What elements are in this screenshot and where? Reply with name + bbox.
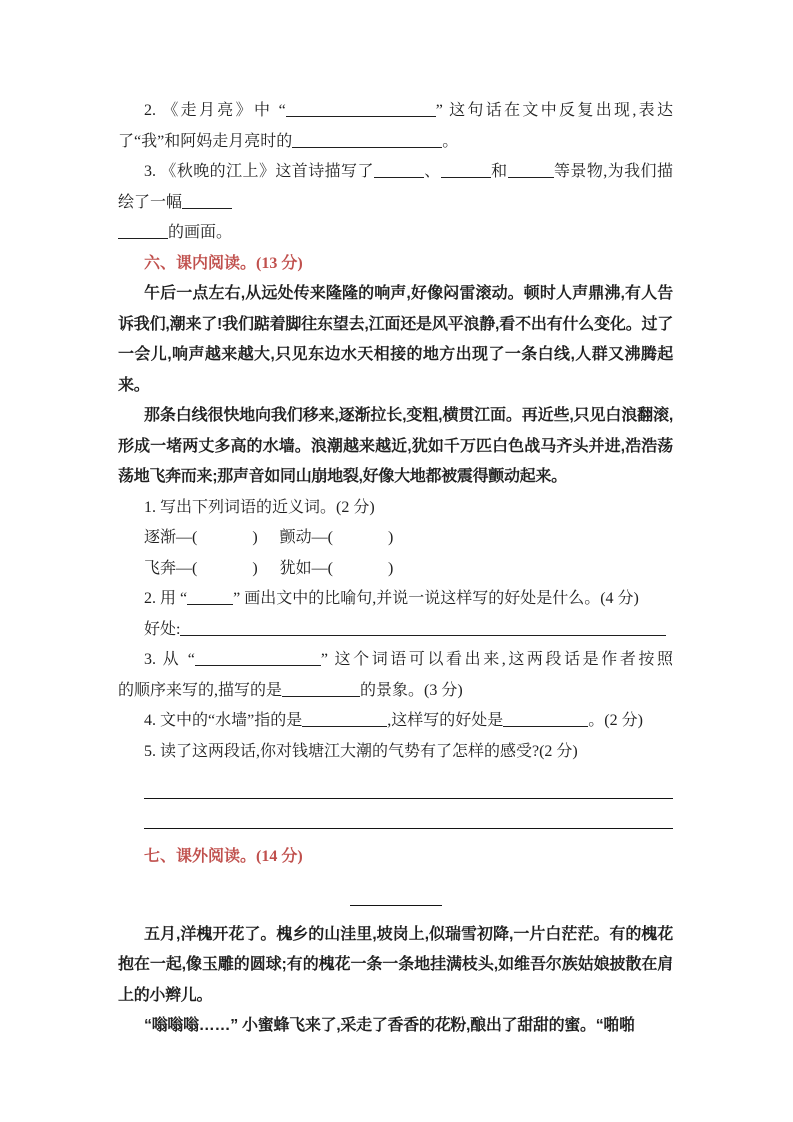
question-6-3-line-1 [118,645,673,676]
answer-blank [286,102,436,117]
answer-blank [180,621,666,636]
answer-blank [441,163,491,178]
paren-gap [197,572,252,573]
synonym-row-1 [118,523,673,554]
text-run: ) [388,529,394,546]
answer-blank [195,651,321,666]
paren-gap [197,541,252,542]
paren-gap [333,572,388,573]
text-run: ” 这句话在文中反复出现,表达了“我”和阿妈走月亮时的 [118,102,673,150]
question-6-2-answer-line [118,615,673,646]
text-run: 好处: [144,620,181,638]
question-2-zouyueliang [118,96,673,157]
text-run: ,这样写的好处是 [387,712,504,729]
answer-blank [292,133,442,148]
synonym-row-2 [118,554,673,585]
text-run: 3. 从 “ [144,651,195,668]
text-run: 和 [490,163,508,180]
passage-title-blank-line [350,889,442,906]
text-run: 逐渐—( [144,529,198,546]
reading-passage-6-paragraph-2: 那条白线很快地向我们移来,逐渐拉长,变粗,横贯江面。再近些,只见白浪翻滚,形成一堵两丈多高的水墙。浪潮越来越近,犹如千万匹白色战马齐头并进,浩浩荡荡地飞奔而来;那声音如同山崩地裂,好像大地都被震得颤动起来。 [118,407,673,485]
answer-blank [118,224,168,239]
answer-blank [508,163,554,178]
question-6-5: 5. 读了这两段话,你对钱塘江大潮的气势有了怎样的感受?(2 分) [144,742,578,760]
text-run: 、 [423,163,441,180]
text-run: 颤动—( [279,529,334,546]
reading-passage-6-paragraph-1: 午后一点左右,从远处传来隆隆的响声,好像闷雷滚动。顿时人声鼎沸,有人告诉我们,潮来了!我们踮着脚往东望去,江面还是风平浪静,看不出有什么变化。过了一会儿,响声越来越大,只见东边水天相接的地方出现了一条白线,人群又沸腾起来。 [118,285,673,394]
text-run: 等景物,为我们描绘了一幅 [118,163,673,211]
section-7-heading: 七、课外阅读。(14 分) [144,848,303,865]
text-run: 的景象。(3 分) [360,681,463,699]
text-run: 。 [442,132,459,150]
text-run: ” 画出文中的比喻句,并说一说这样写的好处是什么。(4 分) [233,590,639,607]
text-run: 飞奔—( [144,559,198,577]
text-run: 犹如—( [279,559,334,577]
text-run: 3. 《秋晚的江上》这首诗描写了 [144,163,374,180]
answer-rule-line-2 [144,799,673,829]
question-6-2 [118,584,673,615]
answer-blank [374,163,424,178]
question-3-qiuwan [118,157,673,249]
answer-blank [182,194,232,209]
text-run: 的顺序来写的,描写的是 [118,681,283,699]
text-run: ” 这个词语可以看出来,这两段话是作者按照 [320,651,673,668]
text-run: 2. 《走月亮》中 “ [144,102,286,119]
reading-passage-7-paragraph-2: “嗡嗡嗡……” 小蜜蜂飞来了,采走了香香的花粉,酿出了甜甜的蜜。“啪啪 [144,1017,635,1034]
text-run: ) [388,559,394,577]
question-6-3-line-2 [118,676,673,707]
text-run: ) [252,529,258,546]
reading-passage-7-paragraph-1: 五月,洋槐开花了。槐乡的山洼里,坡岗上,似瑞雪初降,一片白茫茫。有的槐花抱在一起,像玉雕的圆球;有的槐花一条一条地挂满枝头,如维吾尔族姑娘披散在肩上的小辫儿。 [118,925,673,1004]
paren-gap [333,541,388,542]
text-run: 的画面。 [168,224,233,241]
paren-gap [258,541,280,542]
answer-blank [187,590,233,605]
text-run: ) [252,559,258,577]
paren-gap [258,572,280,573]
text-run: 4. 文中的“水墙”指的是 [144,712,303,729]
answer-rule-line-1 [144,782,673,799]
answer-blank [503,712,588,727]
answer-blank [302,712,387,727]
question-6-4 [118,706,673,737]
answer-blank [282,682,360,697]
question-6-1-label: 1. 写出下列词语的近义词。(2 分) [144,498,375,516]
section-6-heading: 六、课内阅读。(13 分) [144,254,303,272]
text-run: 2. 用 “ [144,590,188,607]
text-run: 。(2 分) [588,712,643,729]
